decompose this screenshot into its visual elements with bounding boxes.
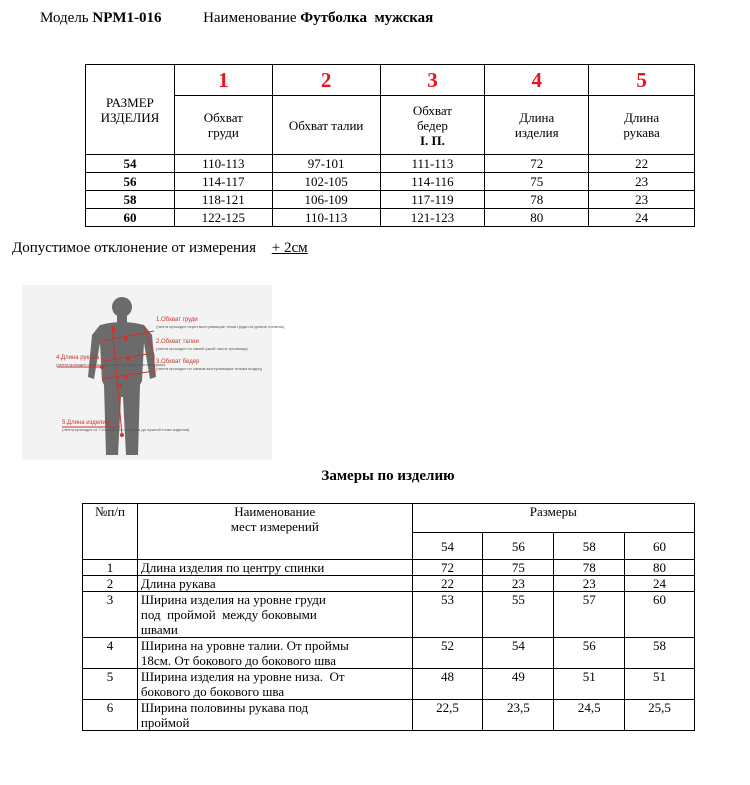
model-label: Модель <box>40 10 89 26</box>
table-row: 54 110-113 97-101 111-113 72 22 <box>86 155 695 173</box>
column-header-sizes: Размеры <box>412 504 694 533</box>
document-header <box>40 10 433 27</box>
table-row: 60 122-125 110-113 121-123 80 24 <box>86 209 695 227</box>
column-header-chest: Обхват груди <box>174 96 272 155</box>
name-value: Футболка мужская <box>300 10 434 26</box>
silhouette-image <box>22 285 272 460</box>
size-header-cell: РАЗМЕР ИЗДЕЛИЯ <box>86 65 175 155</box>
table-row: 4 Ширина на уровне талии. От проймы 18см. От бокового до бокового шва 52 54 56 58 <box>83 638 695 669</box>
column-number: 4 <box>485 65 589 96</box>
figure-label: 4.Длина рукава <box>56 355 100 361</box>
table-row: 3 Ширина изделия на уровне груди под проймой между боковыми швами 53 55 57 60 <box>83 592 695 638</box>
column-number: 5 <box>589 65 695 96</box>
measurements-title: Замеры по изделию <box>321 468 455 484</box>
figure-note: (лента проходит от вершины плеча до запястья при руках) <box>56 362 166 367</box>
tolerance-note <box>12 240 308 257</box>
column-header-num: №п/п <box>83 504 138 560</box>
figure-label: 3.Обхват бедер <box>156 359 200 365</box>
column-number: 1 <box>174 65 272 96</box>
figure-note: (лента проходит по самым выступающим точкам ягодиц) <box>156 366 263 371</box>
size-chart-table <box>85 64 695 227</box>
figure-label: 5.Длина изделия <box>62 420 109 426</box>
name-label: Наименование <box>203 10 297 26</box>
size-header: 60 <box>625 533 695 560</box>
measurements-table <box>82 503 695 731</box>
size-header: 54 <box>412 533 483 560</box>
column-number: 3 <box>380 65 485 96</box>
table-row: 58 118-121 106-109 117-119 78 23 <box>86 191 695 209</box>
figure-note: (лента проходит через выступающие точки груди на уровне лопаток) <box>156 324 285 329</box>
figure-note: (лента проходит по самой узкой части туловища) <box>156 346 248 351</box>
tolerance-text: Допустимое отклонение от измерения <box>12 240 256 256</box>
figure-label: 2.Обхват талии <box>156 339 199 345</box>
column-header-name: Наименование мест измерений <box>137 504 412 560</box>
column-number: 2 <box>272 65 380 96</box>
column-header-waist: Обхват талии <box>272 96 380 155</box>
table-row: 6 Ширина половины рукава под проймой 22,5 23,5 24,5 25,5 <box>83 700 695 731</box>
size-header: 56 <box>483 533 554 560</box>
figure-note: (лента проходит от 7-го шейного позвонка до нужной точки изделия) <box>62 427 190 432</box>
measurement-figure <box>22 285 285 460</box>
table-row: 5 Ширина изделия на уровне низа. От бокового до бокового шва 48 49 51 51 <box>83 669 695 700</box>
size-header: 58 <box>554 533 625 560</box>
table-row: 2 Длина рукава 22 23 23 24 <box>83 576 695 592</box>
model-value: NPM1-016 <box>92 10 162 26</box>
column-header-hips: Обхват бедер I. П. <box>380 96 485 155</box>
table-row: 1 Длина изделия по центру спинки 72 75 78 80 <box>83 560 695 576</box>
column-header-sleeve: Длина рукава <box>589 96 695 155</box>
figure-label: 1.Обхват груди <box>156 317 198 323</box>
column-header-length: Длина изделия <box>485 96 589 155</box>
table-row: 56 114-117 102-105 114-116 75 23 <box>86 173 695 191</box>
tolerance-value: + 2см <box>271 240 308 256</box>
